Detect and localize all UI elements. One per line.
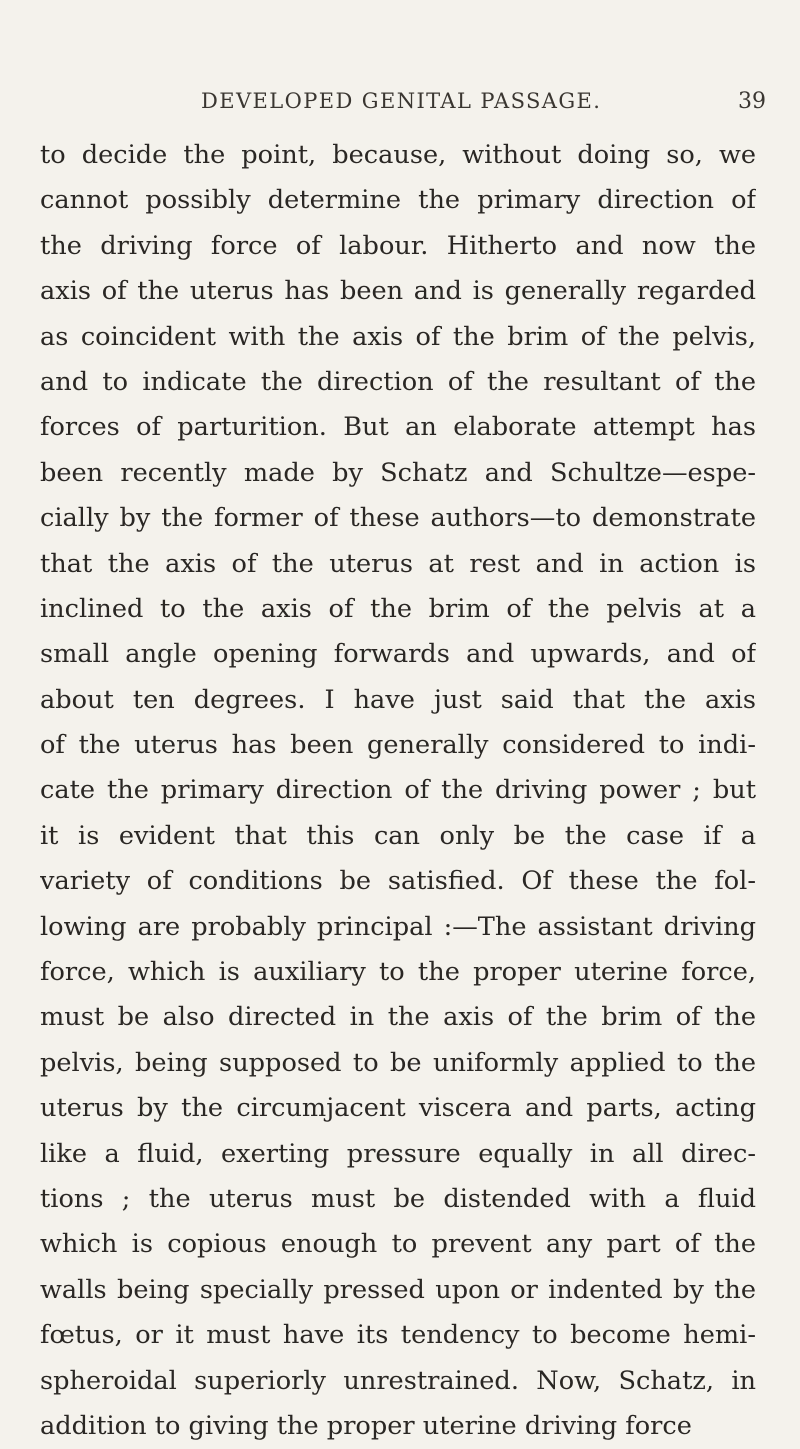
running-head-title: DEVELOPED GENITAL PASSAGE.: [201, 89, 602, 113]
text-line: as coincident with the axis of the brim of the pelvis,: [40, 321, 756, 352]
text-line: that the axis of the uterus at rest and in action is: [40, 548, 756, 579]
text-line: like a fluid, exerting pressure equally in all direc-: [40, 1138, 756, 1169]
text-line: lowing are probably principal :—The assistant driving: [40, 911, 756, 942]
text-line: been recently made by Schatz and Schultze—espe-: [40, 457, 756, 488]
text-line: walls being specially pressed upon or indented by the: [40, 1274, 756, 1305]
text-line: axis of the uterus has been and is generally regarded: [40, 276, 756, 307]
text-line: addition to giving the proper uterine driving force: [40, 1410, 692, 1441]
body-text: [40, 133, 756, 1449]
text-line: and to indicate the direction of the resultant of the: [40, 366, 756, 397]
text-line: cate the primary direction of the driving power ; but: [40, 775, 756, 806]
running-head: [0, 84, 800, 114]
text-line: which is copious enough to prevent any part of the: [40, 1229, 756, 1260]
text-line: cannot possibly determine the primary direction of: [40, 185, 756, 216]
text-line: forces of parturition. But an elaborate attempt has: [40, 412, 756, 443]
text-line: of the uterus has been generally considered to indi-: [40, 730, 756, 761]
text-line: spheroidal superiorly unrestrained. Now, Schatz, in: [40, 1365, 756, 1396]
text-line: pelvis, being supposed to be uniformly applied to the: [40, 1047, 756, 1078]
text-line: tions ; the uterus must be distended with a fluid: [40, 1183, 756, 1214]
text-line: to decide the point, because, without doing so, we: [40, 140, 756, 170]
page-number: 39: [738, 89, 766, 114]
text-line: cially by the former of these authors—to demonstrate: [40, 503, 756, 534]
text-line: variety of conditions be satisfied. Of these the fol-: [40, 866, 756, 897]
text-line: inclined to the axis of the brim of the pelvis at a: [40, 593, 756, 624]
text-line: fœtus, or it must have its tendency to become hemi-: [40, 1320, 756, 1351]
text-line: uterus by the circumjacent viscera and parts, acting: [40, 1093, 756, 1124]
text-line: must be also directed in the axis of the brim of the: [40, 1002, 756, 1033]
text-line: about ten degrees. I have just said that the axis: [40, 684, 756, 715]
text-line: force, which is auxiliary to the proper uterine force,: [40, 957, 756, 988]
text-line: it is evident that this can only be the case if a: [40, 820, 756, 851]
text-line: the driving force of labour. Hitherto and now the: [40, 230, 756, 261]
text-line: small angle opening forwards and upwards, and of: [40, 639, 756, 670]
